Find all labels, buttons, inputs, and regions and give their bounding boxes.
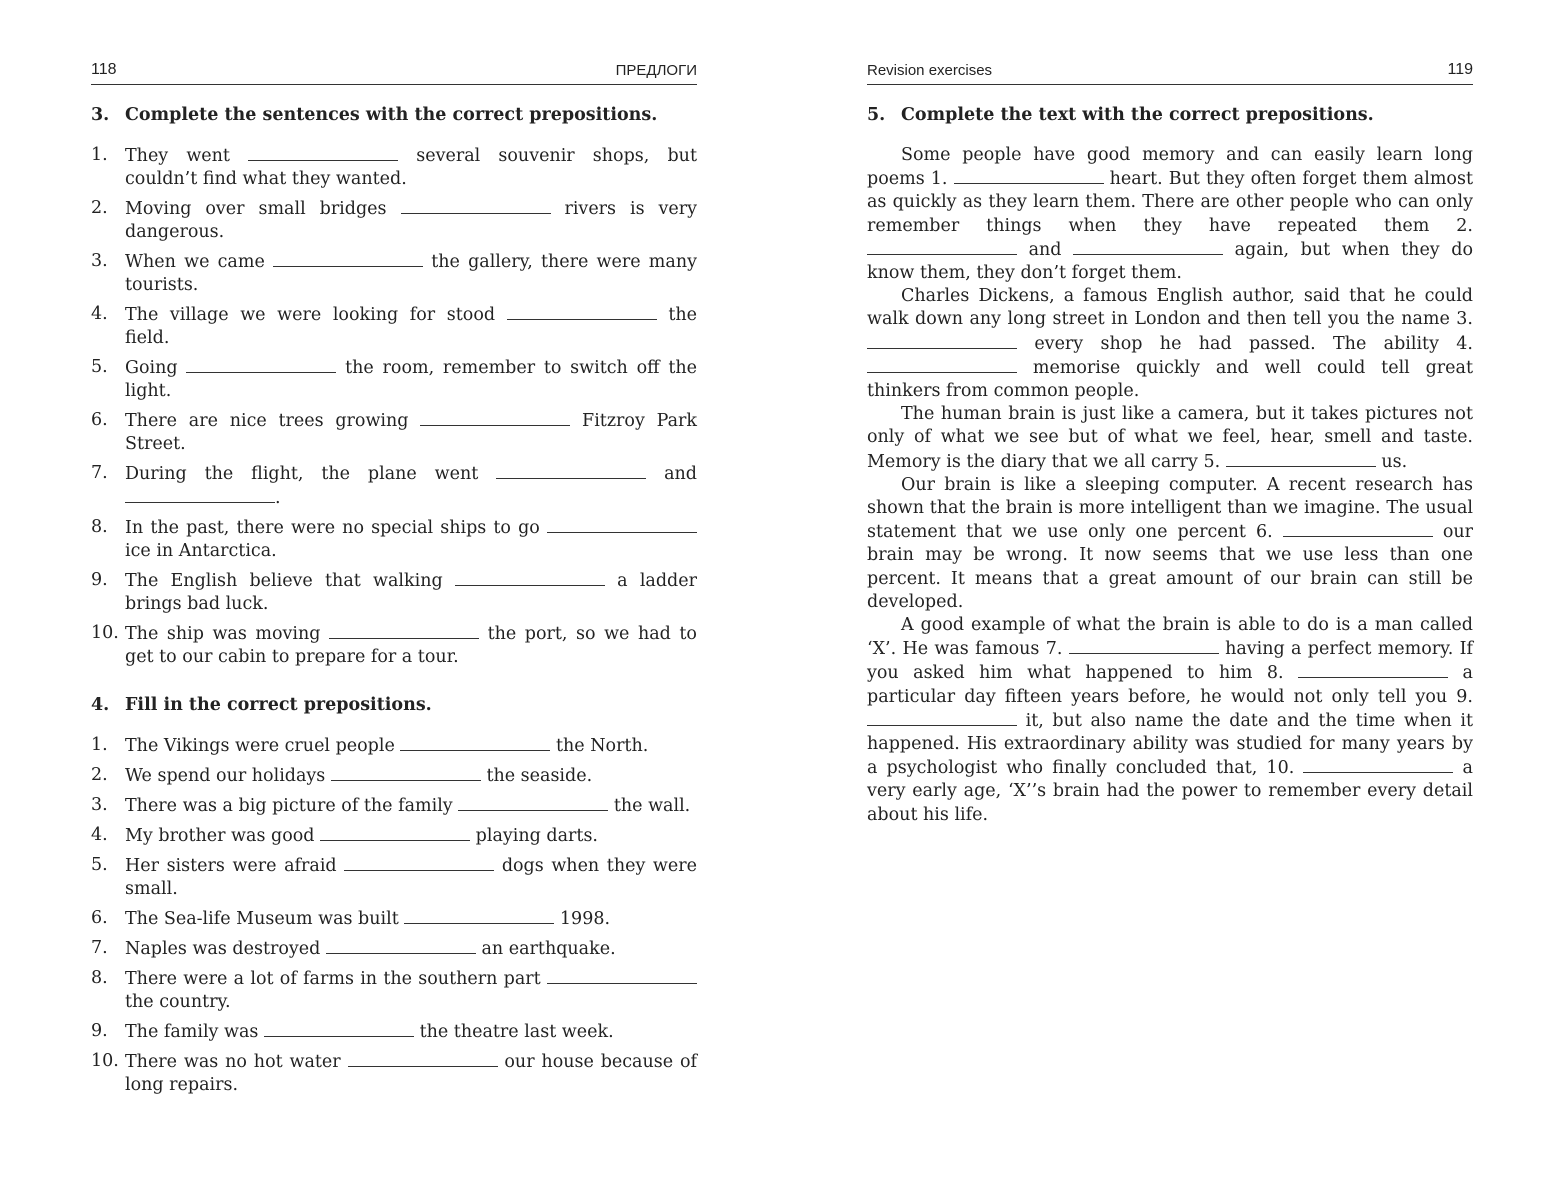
text-segment: The village we were looking for stood	[125, 305, 496, 325]
text-segment: the room, remember to switch off the light.	[125, 358, 697, 402]
exercise-item	[91, 854, 697, 901]
item-text	[125, 796, 690, 816]
text-segment: The English believe that walking	[125, 571, 443, 591]
item-text	[125, 1052, 697, 1095]
item-number: 2.	[91, 198, 108, 218]
exercise-item	[91, 516, 697, 563]
text-segment: the field.	[125, 305, 697, 349]
exercise-item	[91, 409, 697, 456]
exercise-5-text	[867, 144, 1473, 827]
answer-blank[interactable]	[867, 238, 1017, 255]
answer-blank[interactable]	[420, 409, 570, 426]
answer-blank[interactable]	[401, 197, 551, 214]
exercise-item	[91, 250, 697, 297]
exercise-4-list	[91, 734, 697, 1103]
text-segment: again, but when they do know them, they don’t forget them.	[867, 239, 1473, 284]
text-paragraph	[867, 614, 1473, 827]
answer-blank[interactable]	[867, 709, 1017, 726]
item-number: 9.	[91, 1021, 108, 1041]
answer-blank[interactable]	[867, 356, 1017, 373]
exercise-3-heading: Complete the sentences with the correct prepositions.	[125, 105, 658, 125]
text-segment: a very early age, ‘X’’s brain had the power to remember every detail about his life.	[867, 758, 1473, 825]
exercise-item	[91, 462, 697, 510]
exercise-5-title	[867, 104, 1473, 127]
text-segment: There was no hot water	[125, 1052, 341, 1072]
item-text	[125, 411, 697, 454]
text-segment: rivers is very dangerous.	[125, 199, 697, 243]
exercise-3-number: 3.	[91, 105, 110, 125]
item-text	[125, 856, 697, 899]
text-segment: 1998.	[559, 909, 611, 929]
answer-blank[interactable]	[1226, 450, 1376, 467]
item-number: 8.	[91, 517, 108, 537]
text-segment: There was a big picture of the family	[125, 796, 453, 816]
exercise-item	[91, 764, 697, 788]
text-segment: Naples was destroyed	[125, 939, 321, 959]
text-segment: several souvenir shops, but couldn’t find what they wanted.	[125, 146, 697, 190]
answer-blank[interactable]	[954, 167, 1104, 184]
text-segment: the country.	[125, 992, 231, 1013]
text-paragraph	[867, 474, 1473, 614]
item-number: 5.	[91, 855, 108, 875]
text-segment: having a perfect memory. If you asked him what happened to him 8.	[867, 639, 1473, 684]
running-header-right	[867, 58, 1473, 85]
text-segment: a ladder brings bad luck.	[125, 571, 697, 615]
answer-blank[interactable]	[867, 332, 1017, 349]
item-text	[125, 624, 697, 667]
text-segment: Fitzroy Park Street.	[125, 411, 697, 455]
item-text	[125, 305, 697, 348]
text-segment: an earthquake.	[481, 939, 616, 959]
text-segment: our house because of long repairs.	[125, 1052, 697, 1096]
item-text	[125, 252, 697, 295]
exercise-5-heading: Complete the text with the correct prepositions.	[901, 105, 1374, 125]
text-segment: our brain may be wrong. It now seems that we use less than one percent. It means that a great amount of our brain can still be developed.	[867, 522, 1473, 612]
text-segment: During the flight, the plane went	[125, 464, 479, 484]
exercise-item	[91, 824, 697, 848]
exercise-3-list	[91, 144, 697, 675]
text-segment: Her sisters were afraid	[125, 856, 337, 876]
page-number-right: 119	[1447, 61, 1473, 78]
item-number: 7.	[91, 463, 108, 483]
answer-blank[interactable]	[329, 622, 479, 639]
item-number: 6.	[91, 908, 108, 928]
answer-blank[interactable]	[1069, 637, 1219, 654]
answer-blank[interactable]	[404, 907, 554, 924]
text-segment: dogs when they were small.	[125, 856, 697, 900]
item-number: 1.	[91, 735, 108, 755]
item-text	[125, 766, 592, 786]
exercise-item	[91, 622, 697, 669]
item-number: 3.	[91, 795, 108, 815]
answer-blank[interactable]	[1283, 520, 1433, 537]
text-segment: The family was	[125, 1022, 259, 1042]
answer-blank[interactable]	[186, 356, 336, 373]
answer-blank[interactable]	[348, 1050, 498, 1067]
text-segment: playing darts.	[475, 826, 598, 846]
item-number: 1.	[91, 145, 108, 165]
answer-blank[interactable]	[458, 794, 608, 811]
exercise-item	[91, 734, 697, 758]
exercise-item	[91, 144, 697, 191]
item-text	[125, 969, 697, 1012]
text-segment: The Sea-life Museum was built	[125, 909, 399, 929]
text-segment: There were a lot of farms in the southern part	[125, 969, 541, 989]
exercise-item	[91, 794, 697, 818]
item-number: 4.	[91, 304, 108, 324]
item-text	[125, 199, 697, 242]
text-segment: The ship was moving	[125, 624, 321, 644]
item-number: 2.	[91, 765, 108, 785]
exercise-item	[91, 356, 697, 403]
item-number: 10.	[91, 1051, 119, 1071]
text-segment: In the past, there were no special ships to go	[125, 518, 540, 538]
item-text	[125, 146, 697, 189]
answer-blank[interactable]	[547, 516, 697, 533]
text-segment: Some people have good memory and can easily learn long poems 1.	[867, 145, 1473, 190]
text-segment: every shop he had passed. The ability 4.	[1034, 333, 1473, 354]
item-number: 9.	[91, 570, 108, 590]
text-segment: The human brain is just like a camera, but it takes pictures not only of what we see but of what we feel, hear, smell and taste. Memory is the diary that we all carry 5.	[867, 404, 1473, 472]
text-segment: a particular day fifteen years before, he would not only tell you 9.	[867, 663, 1473, 707]
answer-blank[interactable]	[125, 486, 275, 503]
answer-blank[interactable]	[273, 250, 423, 267]
text-segment: the seaside.	[486, 766, 593, 786]
answer-blank[interactable]	[400, 734, 550, 751]
text-segment: They went	[125, 146, 230, 166]
exercise-item	[91, 1020, 697, 1044]
answer-blank[interactable]	[1298, 661, 1448, 678]
exercise-item	[91, 1050, 697, 1097]
answer-blank[interactable]	[455, 569, 605, 586]
exercise-4-title	[91, 694, 697, 717]
exercise-item	[91, 303, 697, 350]
item-text	[125, 518, 697, 561]
item-text	[125, 939, 616, 959]
exercise-4-number: 4.	[91, 695, 110, 715]
item-number: 6.	[91, 410, 108, 430]
exercise-4-heading: Fill in the correct prepositions.	[125, 695, 432, 715]
exercise-item	[91, 569, 697, 616]
answer-blank[interactable]	[320, 824, 470, 841]
exercise-3-title	[91, 104, 697, 127]
answer-blank[interactable]	[344, 854, 494, 871]
section-title-left: ПРЕДЛОГИ	[615, 62, 697, 79]
text-segment: the port, so we had to get to our cabin to prepare for a tour.	[125, 624, 697, 668]
item-number: 4.	[91, 825, 108, 845]
text-segment: memorise quickly and well could tell great thinkers from common people.	[867, 357, 1473, 402]
answer-blank[interactable]	[507, 303, 657, 320]
text-segment: A good example of what the brain is able to do is a man called ‘X’. He was famous 7.	[867, 615, 1473, 660]
text-segment: and	[1028, 239, 1062, 260]
answer-blank[interactable]	[1073, 238, 1223, 255]
answer-blank[interactable]	[326, 937, 476, 954]
text-segment: When we came	[125, 252, 265, 272]
item-text	[125, 358, 697, 401]
item-text	[125, 1022, 614, 1042]
text-segment: the wall.	[613, 796, 691, 816]
item-text	[125, 909, 610, 929]
answer-blank[interactable]	[547, 967, 697, 984]
item-number: 8.	[91, 968, 108, 988]
text-segment: ice in Antarctica.	[125, 541, 277, 562]
text-paragraph	[867, 144, 1473, 285]
item-number: 7.	[91, 938, 108, 958]
text-segment: Our brain is like a sleeping computer. A recent research has shown that the brain is more intelligent than we imagine. The usual statement that we use only one percent 6.	[867, 474, 1473, 543]
answer-blank[interactable]	[264, 1020, 414, 1037]
exercise-5-number: 5.	[867, 105, 886, 125]
text-segment: heart. But they often forget them almost as quickly as they learn them. There are other people who can only remember things when they have repeated them 2.	[867, 169, 1473, 236]
section-title-right: Revision exercises	[867, 62, 993, 79]
item-text	[125, 826, 598, 846]
item-text	[125, 571, 697, 614]
exercise-item	[91, 197, 697, 244]
text-paragraph	[867, 403, 1473, 474]
text-segment: .	[275, 488, 281, 509]
item-number: 3.	[91, 251, 108, 271]
exercise-item	[91, 967, 697, 1014]
answer-blank[interactable]	[496, 462, 646, 479]
item-text	[125, 736, 648, 756]
text-segment: My brother was good	[125, 826, 315, 846]
item-text	[125, 464, 697, 508]
item-number: 10.	[91, 623, 119, 643]
text-segment: the theatre last week.	[419, 1022, 614, 1042]
text-segment: and	[664, 464, 697, 484]
exercise-item	[91, 907, 697, 931]
text-segment: the gallery, there were many tourists.	[125, 252, 697, 296]
text-segment: Charles Dickens, a famous English author, said that he could walk down any long street in London and then tell you the name 3.	[867, 286, 1473, 330]
answer-blank[interactable]	[248, 144, 398, 161]
text-segment: Going	[125, 358, 178, 378]
running-header-left	[91, 58, 697, 85]
text-segment: There are nice trees growing	[125, 411, 409, 431]
text-segment: the North.	[556, 736, 649, 756]
text-segment: us.	[1381, 451, 1408, 472]
text-paragraph	[867, 285, 1473, 403]
text-segment: it, but also name the date and the time when it happened. His extraordinary ability was studied for many years by a psychologist who finally concluded that, 10.	[867, 710, 1473, 779]
answer-blank[interactable]	[331, 764, 481, 781]
page-number-left: 118	[91, 61, 117, 78]
text-segment: The Vikings were cruel people	[125, 736, 395, 756]
exercise-item	[91, 937, 697, 961]
item-number: 5.	[91, 357, 108, 377]
text-segment: Moving over small bridges	[125, 199, 387, 219]
answer-blank[interactable]	[1303, 756, 1453, 773]
text-segment: We spend our holidays	[125, 766, 326, 786]
